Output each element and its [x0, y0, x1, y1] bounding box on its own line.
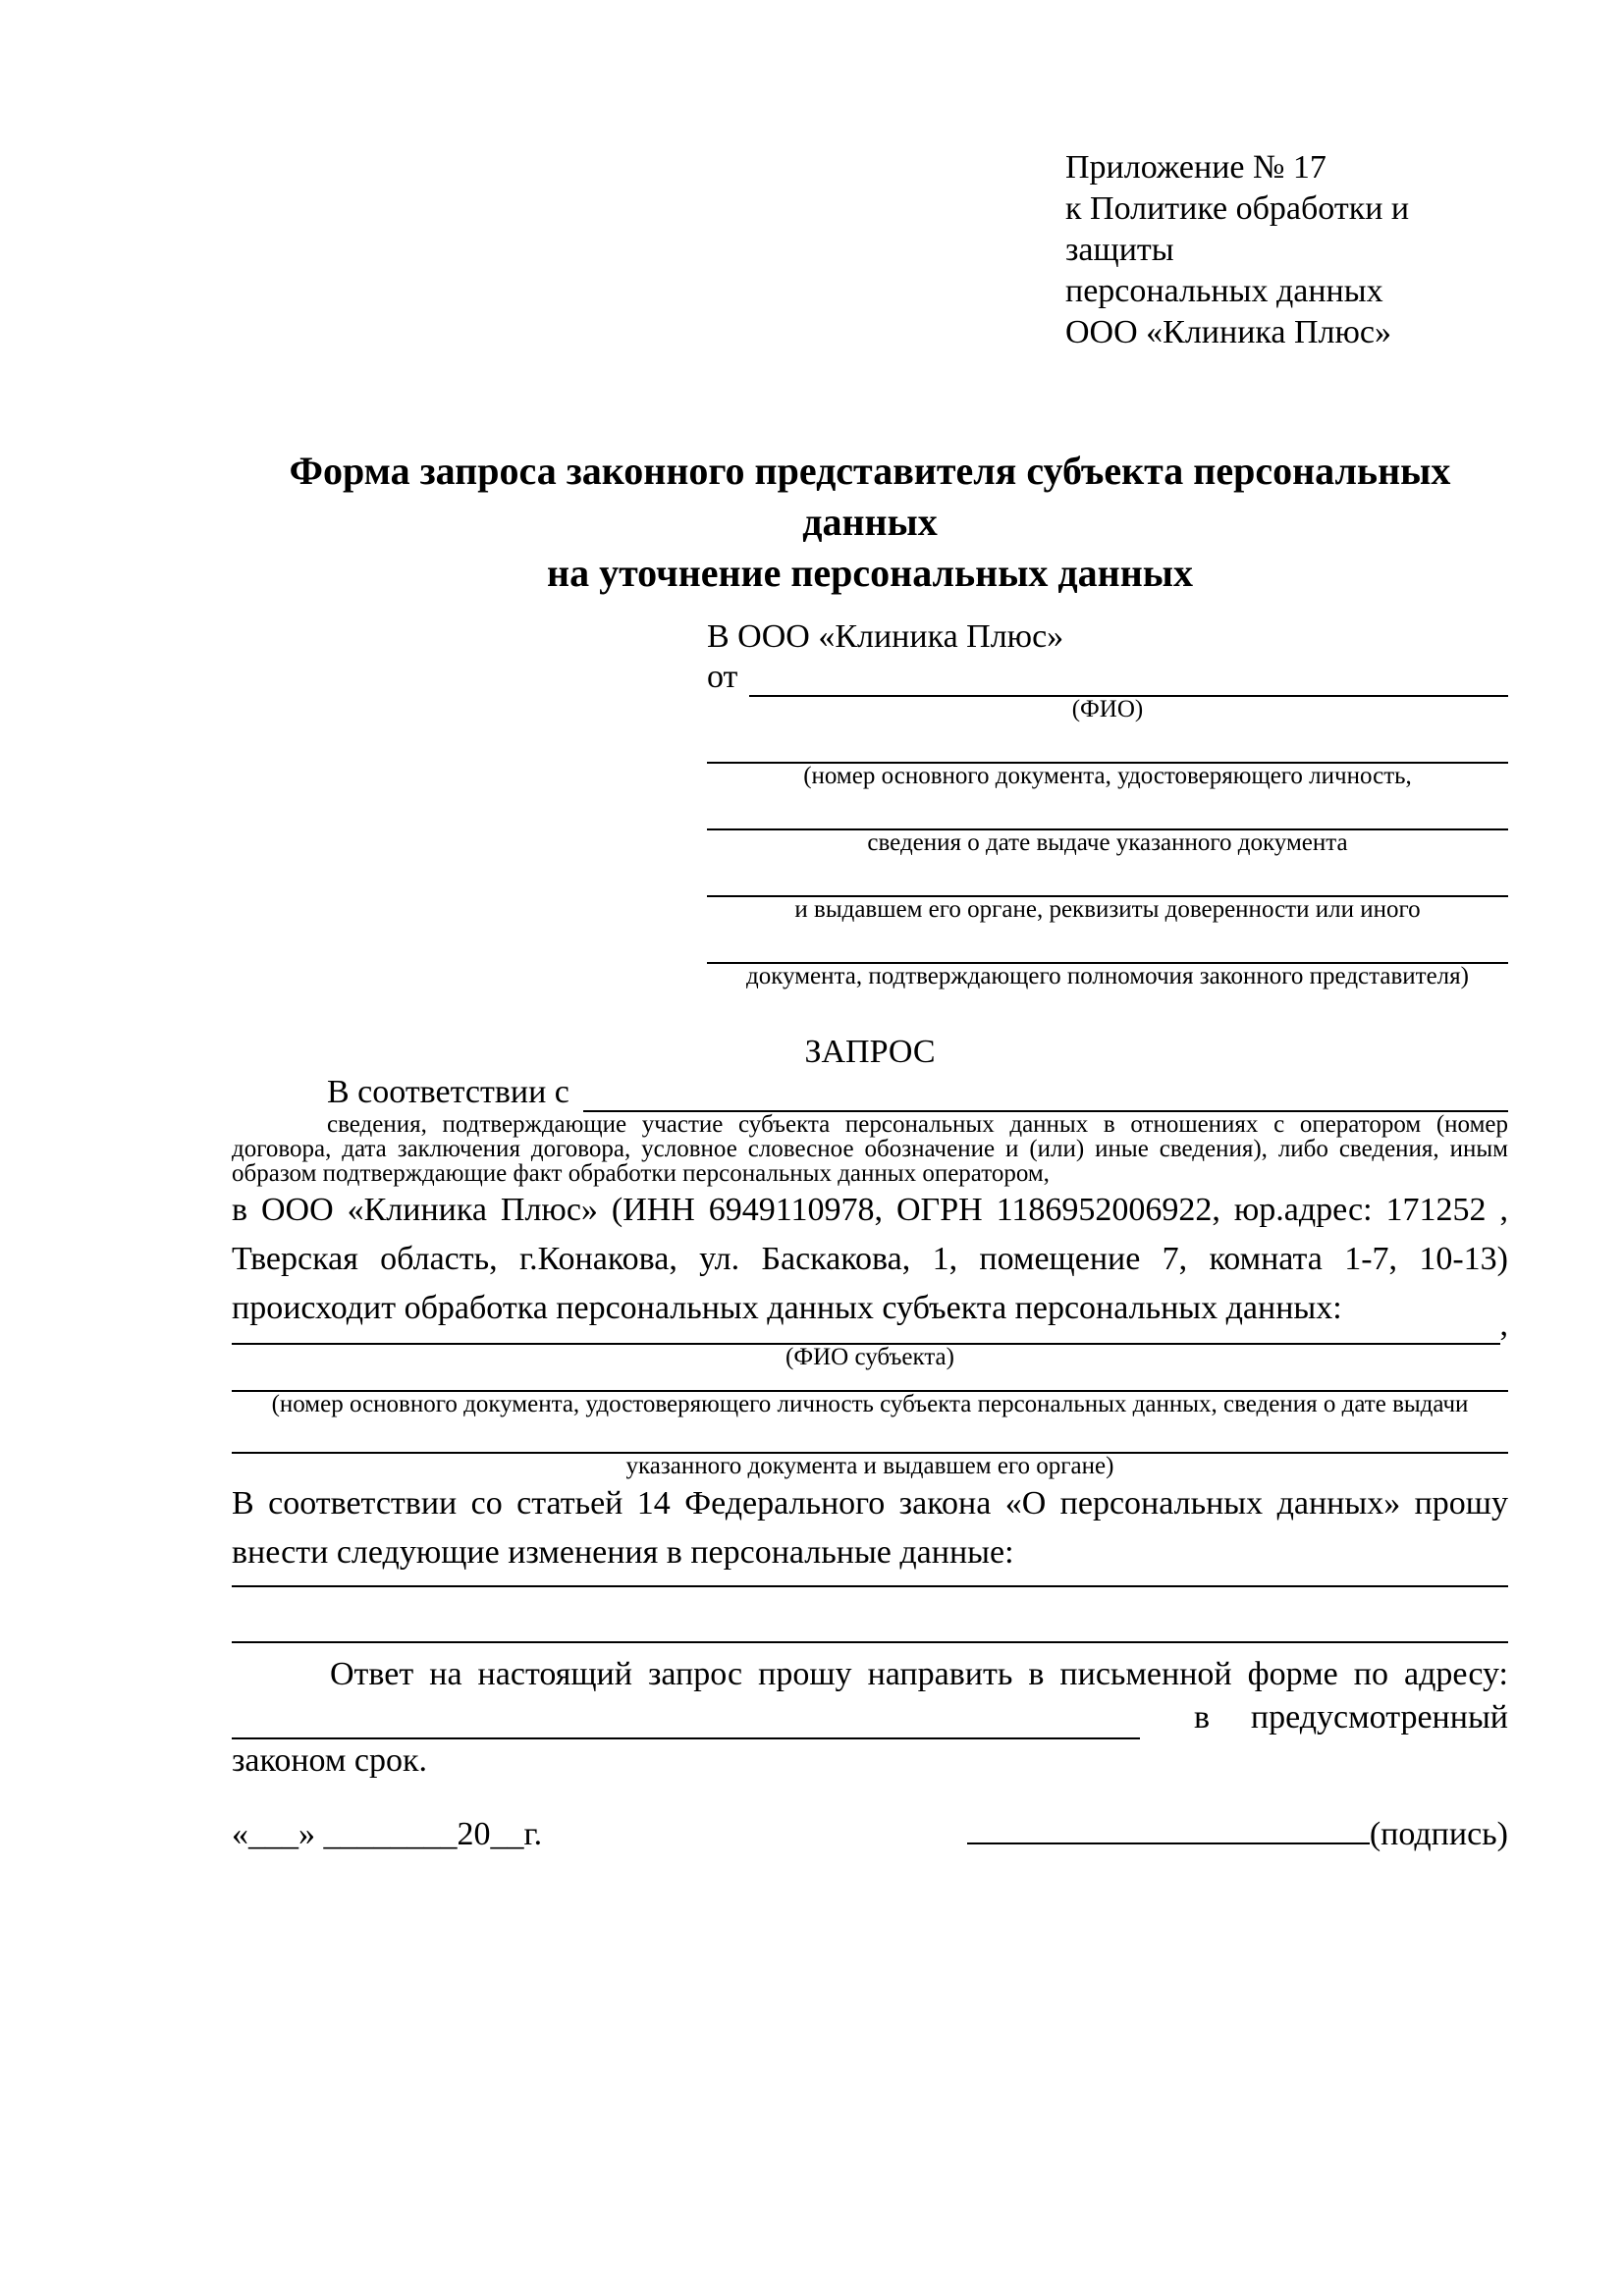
- accordance-footnote: сведения, подтверждающие участие субъекта персональных данных в отношениях с оператором (номер договора, дата заключения договора, условное словесное обозначение и (или) иные сведения), либо сведения, иным образом подтверждающие факт обработки персональных данных оператором,: [232, 1111, 1508, 1187]
- request-heading: ЗАПРОС: [804, 1034, 936, 1070]
- subject-document-fill-line: [232, 1370, 1508, 1392]
- organization-name: В ООО «Клиника Плюс»: [707, 618, 1064, 655]
- reply-address-fill-line: [232, 1698, 1140, 1739]
- subject-authority-fill-line: [232, 1417, 1508, 1454]
- fio-caption: (ФИО): [1071, 696, 1144, 722]
- reply-address-row: [232, 1696, 1508, 1739]
- subject-fio-row: [232, 1306, 1508, 1345]
- document-title: [232, 446, 1508, 599]
- document-number-caption: (номер основного документа, удостоверяющего личность,: [803, 763, 1412, 789]
- subject-authority-caption: указанного документа и выдавшем его органе): [625, 1453, 1114, 1479]
- accordance-label: В соответствии с: [327, 1074, 569, 1110]
- fio-fill-line: [749, 658, 1508, 697]
- reply-paragraph: Ответ на настоящий запрос прошу направить в письменной форме по адресу:: [330, 1656, 1508, 1692]
- subject-fio-caption: (ФИО субъекта): [785, 1344, 954, 1370]
- authority-document-fill-line: [707, 923, 1508, 964]
- issuing-authority-fill-line: [707, 856, 1508, 897]
- addressee-block: [707, 616, 1508, 989]
- document-number-fill-line: [707, 722, 1508, 764]
- title-line-1: Форма запроса законного представителя субъекта персональных данных: [289, 449, 1451, 544]
- subject-fio-fill-line: [232, 1306, 1500, 1345]
- trailing-comma: ,: [1499, 1307, 1508, 1343]
- reply-last-line: законом срок.: [232, 1742, 427, 1779]
- issue-date-caption: сведения о дате выдаче указанного документа: [867, 829, 1348, 856]
- annex-line: Приложение № 17: [1065, 149, 1326, 186]
- subject-document-caption: (номер основного документа, удостоверяющего личность субъекта персональных данных, сведения о дате выдачи: [271, 1391, 1469, 1417]
- date-line: «___» ________20__г.: [232, 1816, 543, 1852]
- annex-line: ООО «Клиника Плюс»: [1065, 314, 1391, 350]
- annex-block: [1065, 147, 1508, 353]
- reply-inline-tail: в предусмотренный: [1194, 1699, 1508, 1735]
- authority-document-caption: документа, подтверждающего полномочия законного представителя): [746, 963, 1469, 989]
- operator-paragraph: в ООО «Клиника Плюс» (ИНН 6949110978, ОГРН 1186952006922, юр.адрес: 171252 , Тверская область, г.Конакова, ул. Баскакова, 1, помещение 7, комната 1-7, 10-13) происходит обработка персональных данных субъекта персональных данных:: [232, 1192, 1508, 1326]
- from-row: [707, 658, 1508, 697]
- title-line-2: на уточнение персональных данных: [547, 551, 1193, 595]
- signature-fill-line: [967, 1842, 1370, 1844]
- accordance-fill-line: [583, 1073, 1508, 1112]
- issuing-authority-caption: и выдавшем его органе, реквизиты доверенности или иного: [794, 896, 1421, 923]
- signature-group: [967, 1810, 1508, 1859]
- annex-line: к Политике обработки и защиты: [1065, 190, 1410, 268]
- signature-caption: (подпись): [1369, 1816, 1508, 1852]
- article-paragraph: В соответствии со статьей 14 Федерального закона «О персональных данных» прошу внести следующие изменения в персональные данные:: [232, 1485, 1508, 1571]
- changes-fill-line-2: [232, 1587, 1508, 1643]
- changes-fill-line-1: [232, 1577, 1508, 1587]
- date-signature-row: [232, 1810, 1508, 1859]
- annex-line: персональных данных: [1065, 273, 1383, 309]
- from-label: от: [707, 659, 738, 695]
- issue-date-fill-line: [707, 789, 1508, 830]
- accordance-row: [232, 1073, 1508, 1112]
